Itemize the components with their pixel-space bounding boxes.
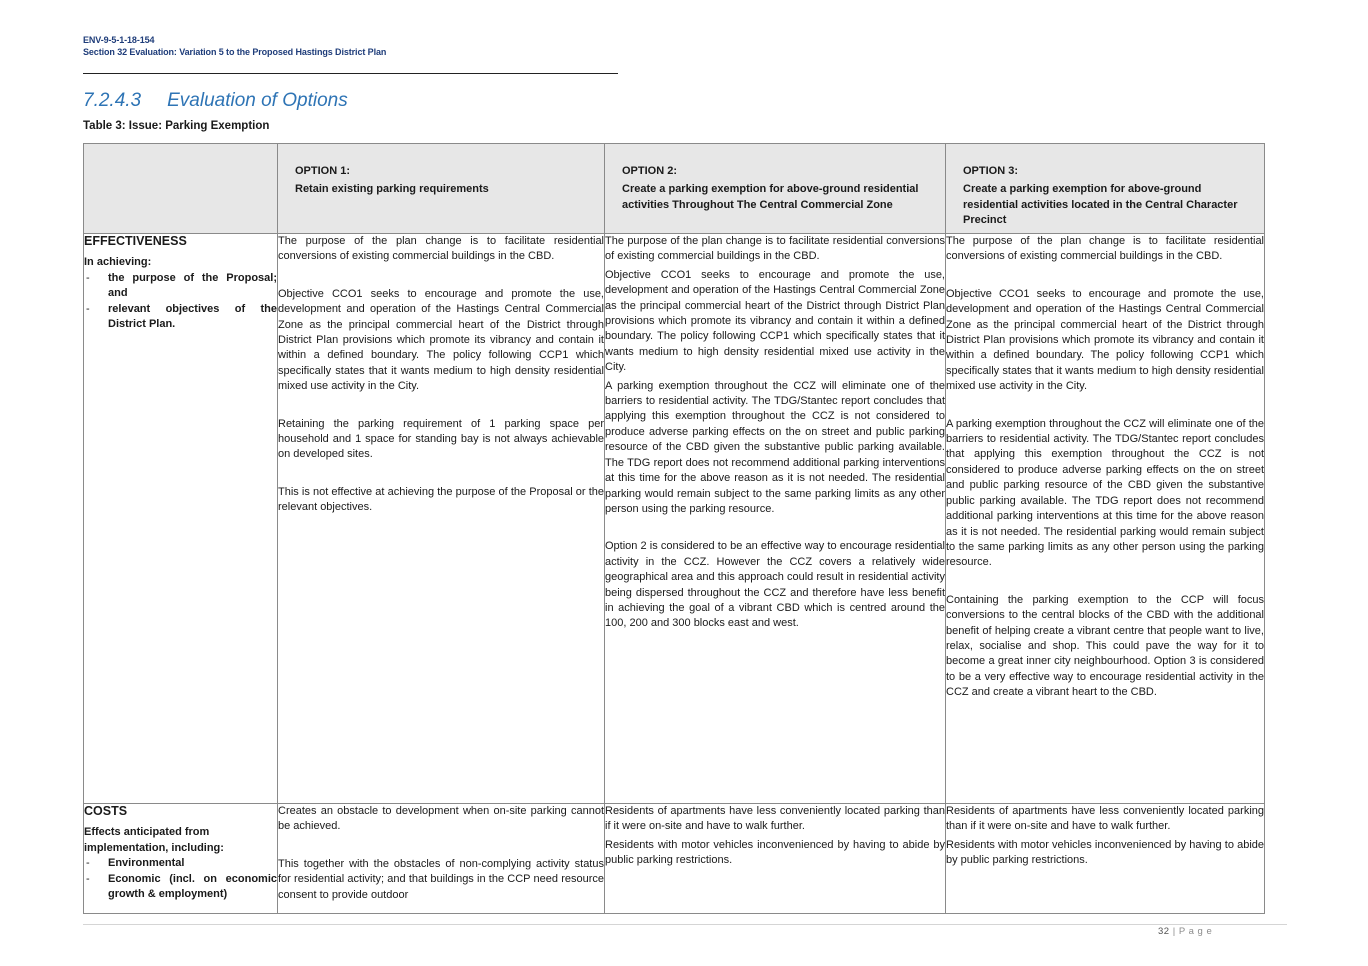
effectiveness-option-3-cell xyxy=(946,234,1265,804)
option-3-header xyxy=(946,144,1265,234)
paragraph: Retaining the parking requirement of 1 parking space per household and 1 space for standing bay is not always achievable on developed sites. xyxy=(278,417,604,461)
paragraph: This together with the obstacles of non-complying activity status for residential activity; and that buildings in the CCP need resource consent to provide outdoor xyxy=(278,857,604,901)
paragraph: The purpose of the plan change is to facilitate residential conversions of existing commercial buildings in the CBD. xyxy=(278,235,604,263)
paragraph: A parking exemption throughout the CCZ will eliminate one of the barriers to residential activity. The TDG/Stantec report concludes that applying this exemption throughout the CCZ is not considered to produce adverse parking effects on the on street and public parking resource of the CBD given the substantive public parking available. The TDG report does not recommend additional parking interventions at this time for the above reason as it is not needed. The residential parking would remain subject to the same parking limits as any other person using the parking resource. xyxy=(946,417,1264,569)
table-caption: Table 3: Issue: Parking Exemption xyxy=(83,120,270,132)
paragraph: Objective CCO1 seeks to encourage and promote the use, development and operation of the Hastings Central Commercial Zone as the principal commercial heart of the District through District Plan provisions which promote its vibrancy and contain it within a defined boundary. The policy following CCP1 which specifically states that it wants medium to high density residential mixed use activity in the City. xyxy=(605,268,945,374)
costs-option-3-cell xyxy=(946,804,1265,914)
list-item: - relevant objectives of the District Plan. xyxy=(84,302,277,333)
effectiveness-criteria-list xyxy=(84,271,277,333)
paragraph: A parking exemption throughout the CCZ will eliminate one of the barriers to residential activity. The TDG/Stantec report concludes that applying this exemption throughout the CCZ is not considered to produce adverse parking effects on the on street and public parking resource of the CBD given the substantive public parking available. The TDG report does not recommend additional parking interventions at this time for the above reason as it is not needed. The residential parking would remain subject to the same parking limits as any other person using the parking resource. xyxy=(605,379,945,515)
effectiveness-row xyxy=(84,234,1265,804)
page-label: P a g e xyxy=(1178,926,1213,937)
footer-divider xyxy=(83,924,1287,925)
section-heading xyxy=(83,90,348,112)
document-id: ENV-9-5-1-18-154 xyxy=(83,35,155,45)
section-title: Evaluation of Options xyxy=(167,90,348,111)
paragraph: Residents of apartments have less conveniently located parking than if it were on-site and have to walk further. xyxy=(946,805,1264,833)
option-2-number: OPTION 2: xyxy=(622,165,678,177)
effectiveness-sublabel: In achieving: xyxy=(84,256,152,269)
paragraph: The purpose of the plan change is to facilitate residential conversions of existing commercial buildings in the CBD. xyxy=(605,235,945,263)
paragraph: Objective CCO1 seeks to encourage and promote the use, development and operation of the Hastings Central Commercial Zone as the principal commercial heart of the District through District Plan provisions which promote its vibrancy and contain it within a defined boundary. The policy following CCP1 which specifically states that it wants medium to high density residential mixed use activity in the City. xyxy=(278,287,604,393)
costs-label: COSTS xyxy=(84,804,128,818)
effectiveness-option-1-cell xyxy=(278,234,605,804)
costs-criteria-list xyxy=(84,856,277,902)
option-1-header xyxy=(278,144,605,234)
header-blank-cell xyxy=(84,144,278,234)
footer-separator: | xyxy=(1169,926,1179,937)
costs-option-2-cell xyxy=(605,804,946,914)
paragraph: Residents with motor vehicles inconvenienced by having to abide by public parking restrictions. xyxy=(946,838,1264,867)
costs-label-cell xyxy=(84,804,278,914)
list-item: - Environmental xyxy=(84,856,277,871)
paragraph: Residents with motor vehicles inconvenienced by having to abide by public parking restrictions. xyxy=(605,838,945,867)
document-title: Section 32 Evaluation: Variation 5 to the Proposed Hastings District Plan xyxy=(83,47,387,57)
document-header xyxy=(83,34,386,58)
option-3-number: OPTION 3: xyxy=(963,165,1019,177)
paragraph: Containing the parking exemption to the CCP will focus conversions to the central blocks of the CBD with the additional benefit of helping create a vibrant centre that people want to live, relax, socialise and shop. This could pave the way for it to become a great inner city neighbourhood. Option 3 is considered to be a very effective way to encourage residential activity in the CCZ and create a vibrant heart to the CBD. xyxy=(946,593,1264,699)
page-number: 32 xyxy=(1158,926,1170,937)
list-item: - Economic (incl. on economic growth & employment) xyxy=(84,872,277,903)
table-header-row xyxy=(84,144,1265,234)
option-3-title: Create a parking exemption for above-ground residential activities located in the Central Character Precinct xyxy=(963,183,1238,227)
page-footer xyxy=(1158,926,1212,937)
paragraph: This is not effective at achieving the purpose of the Proposal or the relevant objectives. xyxy=(278,485,604,514)
option-1-title: Retain existing parking requirements xyxy=(295,183,489,196)
paragraph: Option 2 is considered to be an effective way to encourage residential activity in the CCZ. However the CCZ covers a relatively wide geographical area and this approach could result in residential activity being dispersed throughout the CCZ and therefore have less benefit in achieving the goal of a vibrant CBD which is centred around the 100, 200 and 300 blocks east and west. xyxy=(605,540,945,630)
costs-sublabel: Effects anticipated from implementation, including: xyxy=(84,826,224,854)
paragraph: The purpose of the plan change is to facilitate residential conversions of existing commercial buildings in the CBD. xyxy=(946,235,1264,263)
paragraph: Creates an obstacle to development when on-site parking cannot be achieved. xyxy=(278,805,604,833)
effectiveness-option-2-cell xyxy=(605,234,946,804)
header-divider xyxy=(83,73,618,74)
costs-row xyxy=(84,804,1265,914)
costs-option-1-cell xyxy=(278,804,605,914)
option-1-number: OPTION 1: xyxy=(295,165,351,177)
list-item: - the purpose of the Proposal; and xyxy=(84,271,277,302)
option-2-title: Create a parking exemption for above-ground residential activities Throughout The Central Commercial Zone xyxy=(622,183,919,211)
paragraph: Objective CCO1 seeks to encourage and promote the use, development and operation of the Hastings Central Commercial Zone as the principal commercial heart of the District through District Plan provisions which promote its vibrancy and contain it within a defined boundary. The policy following CCP1 which specifically states that it wants medium to high density residential mixed use activity in the City. xyxy=(946,287,1264,393)
effectiveness-label: EFFECTIVENESS xyxy=(84,234,187,248)
effectiveness-label-cell xyxy=(84,234,278,804)
evaluation-table xyxy=(83,143,1265,914)
paragraph: Residents of apartments have less conveniently located parking than if it were on-site and have to walk further. xyxy=(605,805,945,833)
section-number: 7.2.4.3 xyxy=(83,90,142,111)
option-2-header xyxy=(605,144,946,234)
